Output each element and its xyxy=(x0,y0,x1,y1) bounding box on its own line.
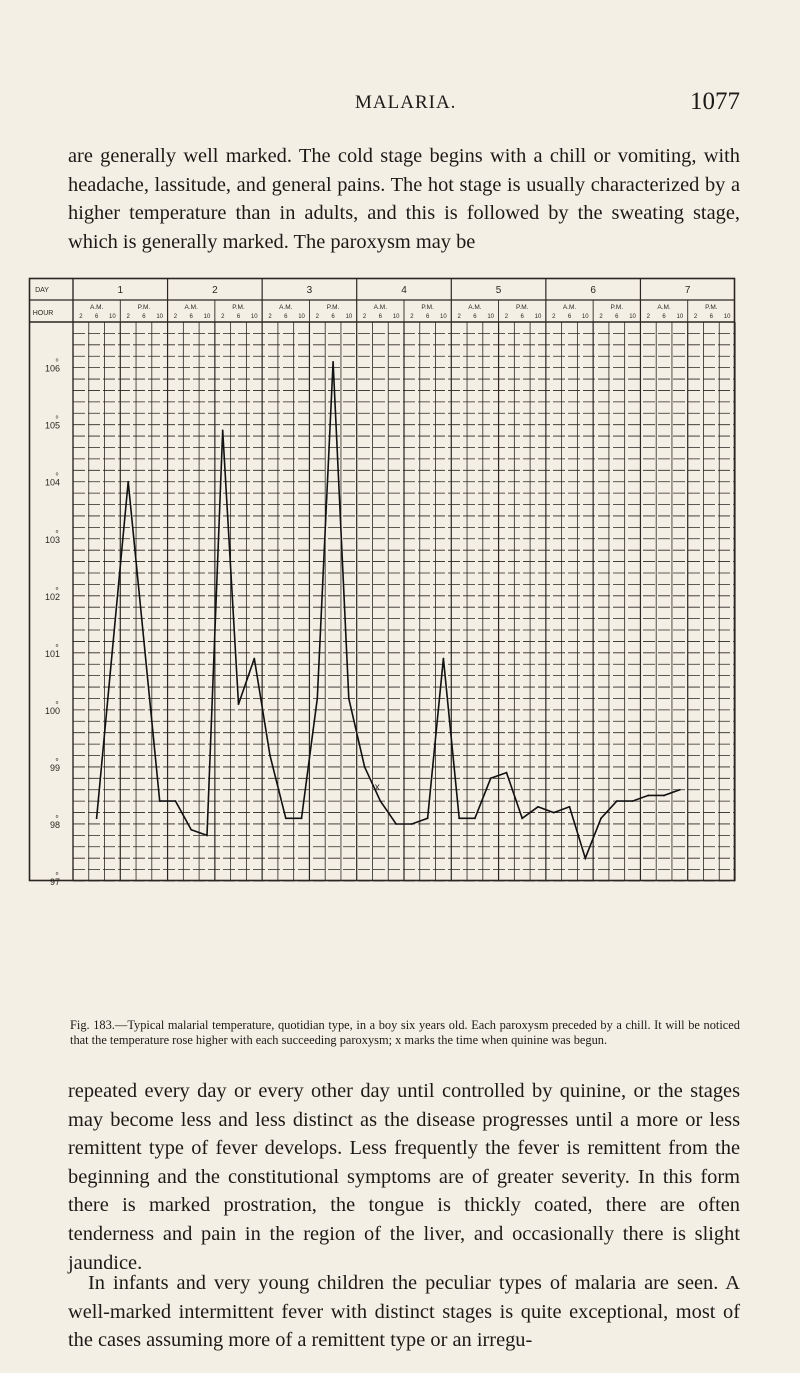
period-label: A.M. xyxy=(657,304,671,311)
hour-tick-label: 10 xyxy=(250,314,258,320)
page-number: 1077 xyxy=(690,88,740,115)
hour-tick-label: 6 xyxy=(520,314,524,320)
hour-tick-label: 2 xyxy=(693,314,698,320)
data-point xyxy=(301,817,303,819)
hour-tick-label: 10 xyxy=(109,314,116,320)
day-label: 5 xyxy=(495,285,502,296)
period-label: P.M. xyxy=(705,304,718,311)
degree-mark: o xyxy=(55,414,59,421)
day-label: 6 xyxy=(590,285,596,296)
data-point xyxy=(616,800,618,802)
chart-frame xyxy=(30,279,735,881)
degree-mark: o xyxy=(55,471,59,478)
period-label: A.M. xyxy=(373,304,388,311)
hour-tick-label: 10 xyxy=(629,314,636,320)
degree-mark: o xyxy=(55,585,59,592)
data-point xyxy=(443,658,445,660)
hour-tick-label: 10 xyxy=(440,314,447,320)
data-point xyxy=(253,658,255,660)
period-label: A.M. xyxy=(184,304,198,311)
page-header xyxy=(0,88,800,132)
data-point xyxy=(364,766,366,768)
data-point xyxy=(159,800,161,802)
hour-tick-label: 2 xyxy=(362,314,367,320)
hour-tick-label: 2 xyxy=(173,314,178,320)
data-point xyxy=(600,817,602,819)
hour-tick-label: 10 xyxy=(534,314,542,320)
data-point xyxy=(537,806,539,808)
data-point xyxy=(632,800,634,802)
data-point xyxy=(175,800,177,802)
period-label: P.M. xyxy=(137,304,151,311)
data-point xyxy=(127,481,129,483)
period-label: P.M. xyxy=(421,304,434,311)
hour-tick-label: 2 xyxy=(268,314,272,320)
y-tick-label: 101 xyxy=(44,648,60,659)
hour-tick-label: 6 xyxy=(284,314,288,320)
degree-mark: o xyxy=(55,699,59,706)
data-point xyxy=(238,703,240,705)
hour-tick-label: 2 xyxy=(646,314,650,320)
paragraph-3: In infants and very young children the peculiar types of malaria are seen. A well-marked intermittent fever with distinct stages is quite exceptional, most of the cases assuming more of a remittent type or an irregu- xyxy=(68,1272,740,1352)
hour-tick-label: 6 xyxy=(331,314,335,320)
data-point xyxy=(316,698,318,700)
data-point xyxy=(458,817,460,819)
temperature-chart xyxy=(29,278,735,886)
day-label: 2 xyxy=(212,285,218,296)
data-point xyxy=(96,817,98,819)
hour-tick-label: 10 xyxy=(723,314,731,320)
data-point xyxy=(190,829,192,831)
data-point xyxy=(222,429,224,431)
day-label: 7 xyxy=(684,285,691,296)
hour-tick-label: 6 xyxy=(473,314,477,320)
hour-tick-label: 6 xyxy=(142,314,146,320)
degree-mark: o xyxy=(55,528,59,535)
hour-row-label: HOUR xyxy=(32,310,54,317)
hour-tick-label: 2 xyxy=(221,314,225,320)
data-point xyxy=(269,755,271,757)
data-point xyxy=(411,823,413,825)
hour-tick-label: 10 xyxy=(298,314,305,320)
period-label: A.M. xyxy=(89,304,104,311)
degree-mark: o xyxy=(55,756,59,763)
figure-caption xyxy=(70,1018,740,1048)
hour-tick-label: 10 xyxy=(676,314,684,320)
running-head: MALARIA. xyxy=(355,92,457,113)
data-point xyxy=(647,795,649,797)
data-point xyxy=(332,361,334,363)
y-tick-label: 98 xyxy=(49,819,60,830)
data-point xyxy=(206,834,208,836)
data-point xyxy=(553,812,555,814)
hour-tick-label: 10 xyxy=(392,314,400,320)
hour-tick-label: 10 xyxy=(487,314,495,320)
hour-tick-label: 10 xyxy=(581,314,589,320)
data-point xyxy=(379,800,381,802)
hour-tick-label: 2 xyxy=(79,314,83,320)
day-label: 1 xyxy=(117,285,124,296)
period-label: A.M. xyxy=(562,304,577,311)
hour-tick-label: 6 xyxy=(567,314,572,320)
data-point xyxy=(395,823,397,825)
paragraph-2: repeated every day or every other day until controlled by quinine, or the stages may become less and less distinct as the disease progresses until a more or less remittent type of fever develops. Less frequently the fever is remittent from the beginning and the constitutional symptoms are of greater severity. In this form there is marked prostration, the tongue is thickly coated, there are often tenderness and pain in the region of the liver, and occasionally there is slight jaundice. xyxy=(68,1080,740,1274)
degree-mark: o xyxy=(55,813,59,820)
y-tick-label: 102 xyxy=(44,591,60,602)
hour-tick-label: 2 xyxy=(315,314,319,320)
data-point xyxy=(584,857,586,859)
hour-tick-label: 6 xyxy=(425,314,430,320)
period-label: P.M. xyxy=(610,304,624,311)
hour-tick-label: 2 xyxy=(126,314,130,320)
quinine-marker: x xyxy=(374,781,380,793)
data-point xyxy=(474,817,476,819)
y-tick-label: 100 xyxy=(44,705,60,716)
period-label: P.M. xyxy=(326,304,340,311)
hour-tick-label: 6 xyxy=(709,314,714,320)
hour-tick-label: 6 xyxy=(615,314,619,320)
day-label: 3 xyxy=(306,285,313,296)
period-label: P.M. xyxy=(515,304,529,311)
data-point xyxy=(521,817,523,819)
hour-tick-label: 10 xyxy=(345,314,353,320)
y-tick-label: 103 xyxy=(44,534,60,545)
degree-mark: o xyxy=(55,642,59,649)
hour-tick-label: 10 xyxy=(156,314,164,320)
data-point xyxy=(506,772,508,774)
paragraph-1: are generally well marked. The cold stage begins with a chill or vomiting, with headache, lassitude, and general pains. The hot stage is usually characterized by a higher temperature than in adults, and this is followed by the sweating stage, which is generally marked. The paroxysm may be xyxy=(68,145,740,253)
hour-tick-label: 6 xyxy=(662,314,666,320)
data-point xyxy=(427,817,429,819)
figure-caption-text: —Typical malarial temperature, quotidian type, in a boy six years old. Each paroxysm preceded by a chill. It will be noticed that the temperature rose higher with each succeeding paroxysm; x marks the time when quinine was begun. xyxy=(70,1018,740,1047)
period-label: P.M. xyxy=(232,304,245,311)
day-label: 4 xyxy=(401,285,407,296)
hour-tick-label: 2 xyxy=(504,314,509,320)
hour-tick-label: 6 xyxy=(94,314,99,320)
degree-mark: o xyxy=(55,871,59,877)
figure-label: Fig. 183. xyxy=(70,1018,115,1032)
data-point xyxy=(679,789,681,791)
data-point xyxy=(490,777,492,779)
hour-tick-label: 2 xyxy=(457,314,461,320)
degree-mark: o xyxy=(55,357,59,364)
hour-tick-label: 2 xyxy=(552,314,556,320)
y-tick-label: 106 xyxy=(44,363,60,374)
data-point xyxy=(285,817,287,819)
hour-tick-label: 2 xyxy=(410,314,414,320)
day-row-label: DAY xyxy=(35,287,49,294)
y-tick-label: 99 xyxy=(49,762,60,773)
hour-tick-label: 10 xyxy=(203,314,211,320)
hour-tick-label: 6 xyxy=(378,314,383,320)
data-point xyxy=(348,698,350,700)
hour-tick-label: 6 xyxy=(189,314,193,320)
y-tick-label: 104 xyxy=(44,477,60,488)
hour-tick-label: 2 xyxy=(599,314,603,320)
period-label: A.M. xyxy=(279,304,293,311)
y-tick-label: 105 xyxy=(44,420,60,431)
data-point xyxy=(663,795,665,797)
data-point xyxy=(569,806,571,808)
y-tick-label: 97 xyxy=(49,877,60,887)
temperature-chart-svg xyxy=(29,278,735,887)
period-label: A.M. xyxy=(468,304,482,311)
hour-tick-label: 6 xyxy=(236,314,241,320)
